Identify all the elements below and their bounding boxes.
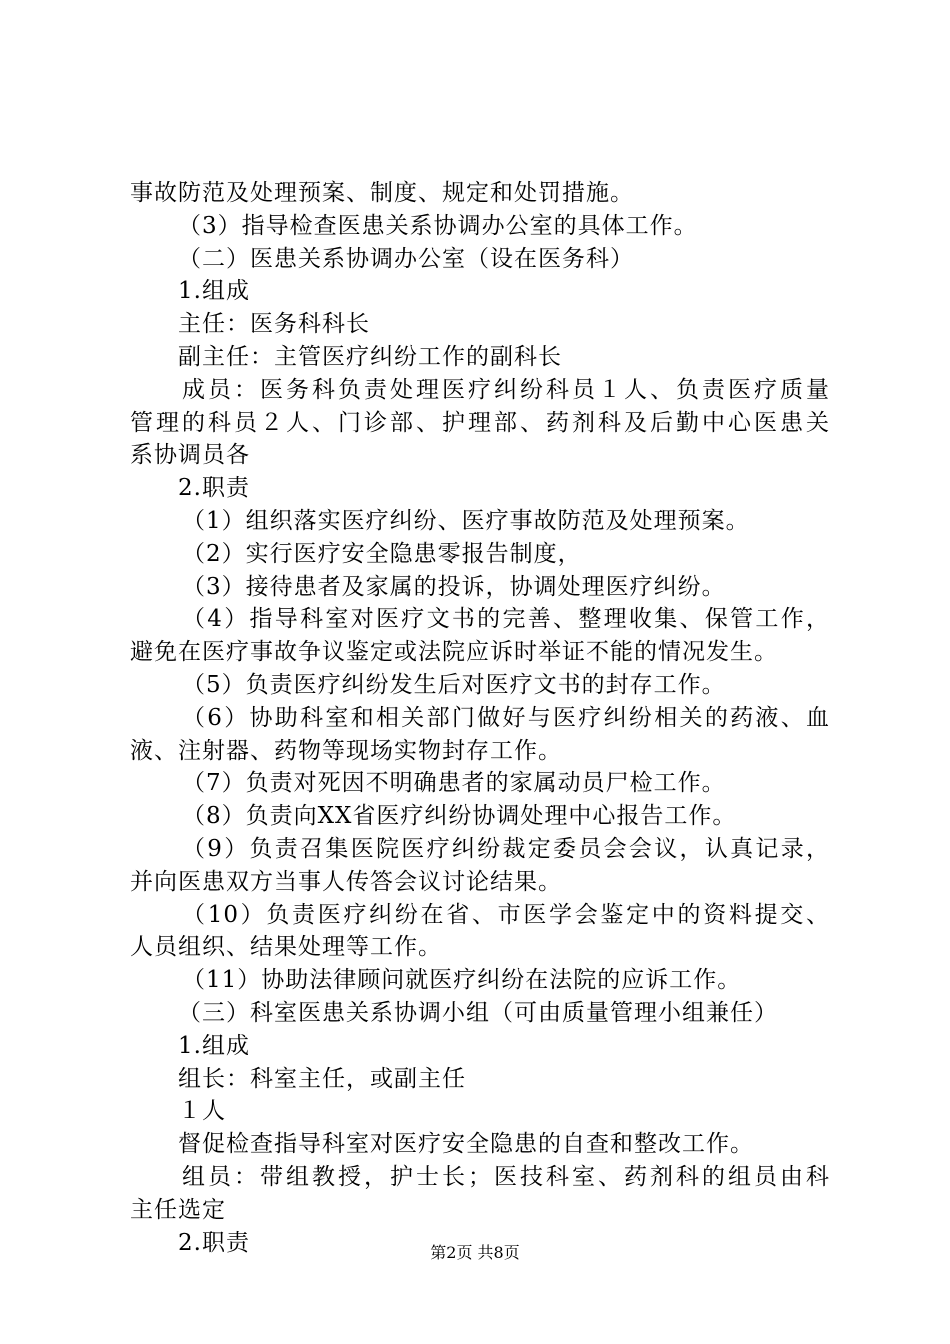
- text-line: 避免在医疗事故争议鉴定或法院应诉时举证不能的情况发生。: [130, 639, 778, 665]
- text-line: （4）指导科室对医疗文书的完善、整理收集、保管工作，: [182, 606, 830, 632]
- text-line: （8）负责向XX省医疗纠纷协调处理中心报告工作。: [182, 803, 737, 829]
- text-line: 成员：医务科负责处理医疗纠纷科员１人、负责医疗质量: [182, 377, 830, 403]
- text-line: 2.职责: [178, 1230, 250, 1256]
- text-line: 组长：科室主任，或副主任: [178, 1066, 466, 1092]
- text-line: （二）医患关系协调办公室（设在医务科）: [178, 246, 634, 272]
- text-line: （1）组织落实医疗纠纷、医疗事故防范及处理预案。: [182, 508, 750, 534]
- text-line: 事故防范及处理预案、制度、规定和处罚措施。: [130, 180, 634, 206]
- text-line: （3）指导检查医患关系协调办公室的具体工作。: [178, 213, 698, 239]
- text-line: 1.组成: [178, 1033, 250, 1059]
- text-line: （10）负责医疗纠纷在省、市医学会鉴定中的资料提交、: [182, 902, 830, 928]
- text-line: 主任：医务科科长: [178, 311, 370, 337]
- text-line: 并向医患双方当事人传答会议讨论结果。: [130, 869, 562, 895]
- text-line: （9）负责召集医院医疗纠纷裁定委员会会议，认真记录，: [182, 836, 830, 862]
- text-line: 督促检查指导科室对医疗安全隐患的自查和整改工作。: [178, 1131, 754, 1157]
- text-line: 组员：带组教授，护士长；医技科室、药剂科的组员由科: [182, 1164, 830, 1190]
- text-line: 1.组成: [178, 278, 250, 304]
- text-line: 副主任：主管医疗纠纷工作的副科长: [178, 344, 562, 370]
- text-line: （3）接待患者及家属的投诉，协调处理医疗纠纷。: [182, 574, 726, 600]
- text-line: 管理的科员２人、门诊部、护理部、药剂科及后勤中心医患关: [130, 410, 830, 436]
- text-line: （2）实行医疗安全隐患零报告制度，: [182, 541, 582, 567]
- page-footer: 第2页 共8页: [430, 1243, 520, 1262]
- text-line: 人员组织、结果处理等工作。: [130, 934, 442, 960]
- text-line: 液、注射器、药物等现场实物封存工作。: [130, 738, 562, 764]
- text-line: （11）协助法律顾问就医疗纠纷在法院的应诉工作。: [182, 967, 742, 993]
- text-line: （6）协助科室和相关部门做好与医疗纠纷相关的药液、血: [182, 705, 830, 731]
- text-line: 2.职责: [178, 475, 250, 501]
- text-line: （三）科室医患关系协调小组（可由质量管理小组兼任）: [178, 1000, 778, 1026]
- text-line: 系协调员各: [130, 442, 250, 468]
- text-line: （7）负责对死因不明确患者的家属动员尸检工作。: [182, 770, 726, 796]
- text-line: １人: [178, 1098, 226, 1124]
- text-line: 主任选定: [130, 1197, 226, 1223]
- text-line: （5）负责医疗纠纷发生后对医疗文书的封存工作。: [182, 672, 726, 698]
